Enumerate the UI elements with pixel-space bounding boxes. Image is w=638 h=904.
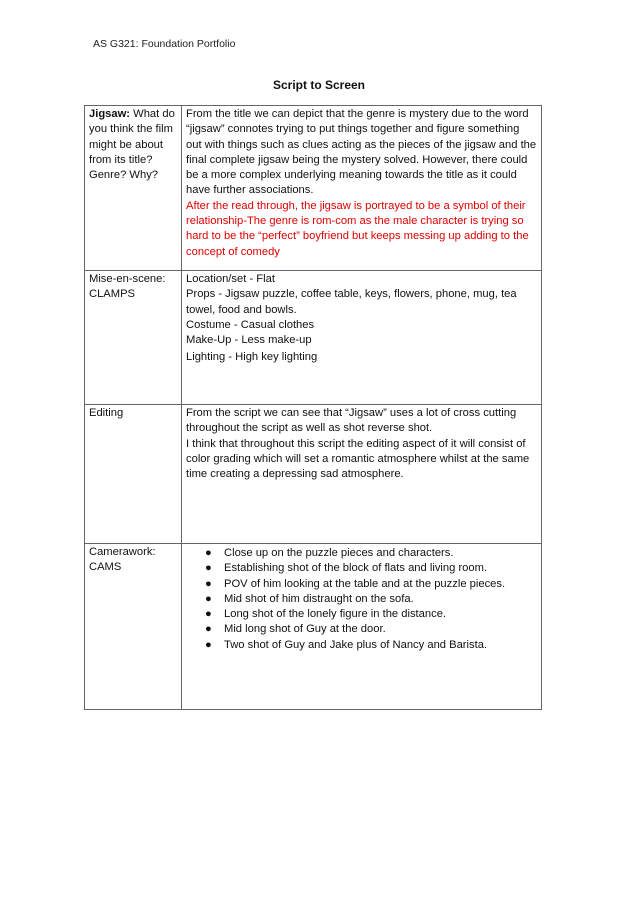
row-body-jigsaw: [182, 106, 542, 271]
list-item: ● Mid long shot of Guy at the door.: [224, 622, 537, 637]
bullet-icon: ●: [205, 547, 212, 559]
camerawork-list: [186, 546, 537, 653]
row-label-mise-en-scene: Mise-en-scene: CLAMPS: [85, 271, 182, 405]
bullet-icon: ●: [205, 577, 212, 590]
document-title: Script to Screen: [272, 78, 366, 92]
list-item: ● Establishing shot of the block of flats and living room.: [224, 561, 537, 576]
row-body-editing: [182, 405, 542, 544]
bullet-icon: ●: [205, 623, 212, 636]
lighting-line: Lighting - High key lighting: [186, 351, 318, 364]
editing-line-1: From the script we can see that “Jigsaw” uses a lot of cross cutting throughout the script as well as shot reverse shot.: [186, 407, 517, 435]
props-line: Props - Jigsaw puzzle, coffee table, keys, flowers, phone, mug, tea towel, food and bowls.: [186, 288, 517, 316]
genre-analysis-text: From the title we can depict that the genre is mystery due to the word “jigsaw” connotes trying to put things together and figure something out with things such as clues acting as the pieces of the jigsaw and the final complete jigsaw being the mystery solved. However, there could be a more complex underlying meaning towards the title as it could have further associations.: [186, 108, 537, 197]
bullet-icon: ●: [205, 562, 212, 575]
read-through-note: After the read through, the jigsaw is portrayed to be a symbol of their relationship-The genre is rom-com as the male character is trying so hard to be the “perfect” boyfriend but keeps messing up adding to the concept of comedy: [186, 199, 529, 258]
script-to-screen-table: [84, 105, 542, 710]
table-row-editing: [85, 405, 542, 544]
bullet-icon: ●: [205, 608, 212, 621]
row-label-editing: Editing: [85, 405, 182, 544]
list-item: ● Two shot of Guy and Jake plus of Nancy and Barista.: [224, 638, 537, 653]
row-body-camerawork: [182, 544, 542, 710]
editing-line-2: I think that throughout this script the editing aspect of it will consist of color grading which will set a romantic atmosphere whilst at the same time creating a depressing sad atmosphere.: [186, 437, 530, 481]
list-item: ● Mid shot of him distraught on the sofa.: [224, 592, 537, 607]
bullet-icon: ●: [205, 592, 212, 605]
table-row-camerawork: [85, 544, 542, 710]
location-line: Location/set - Flat: [186, 273, 275, 285]
list-item: ● Close up on the puzzle pieces and characters.: [224, 546, 537, 561]
label-question: What do you think the film might be about from its title? Genre? Why?: [89, 108, 175, 182]
list-item: ● POV of him looking at the table and at the puzzle pieces.: [224, 577, 537, 592]
table-row-jigsaw: [85, 106, 542, 271]
row-label-camerawork: Camerawork: CAMS: [85, 544, 182, 710]
table-row-mise-en-scene: [85, 271, 542, 405]
row-body-mise-en-scene: [182, 271, 542, 405]
page-header: AS G321: Foundation Portfolio: [93, 38, 236, 50]
costume-line: Costume - Casual clothes: [186, 318, 315, 331]
bullet-icon: ●: [205, 638, 212, 651]
label-bold-jigsaw: Jigsaw:: [89, 108, 131, 120]
list-item: ● Long shot of the lonely figure in the distance.: [224, 607, 537, 622]
row-label-jigsaw: [85, 106, 182, 271]
makeup-line: Make-Up - Less make-up: [186, 334, 312, 347]
